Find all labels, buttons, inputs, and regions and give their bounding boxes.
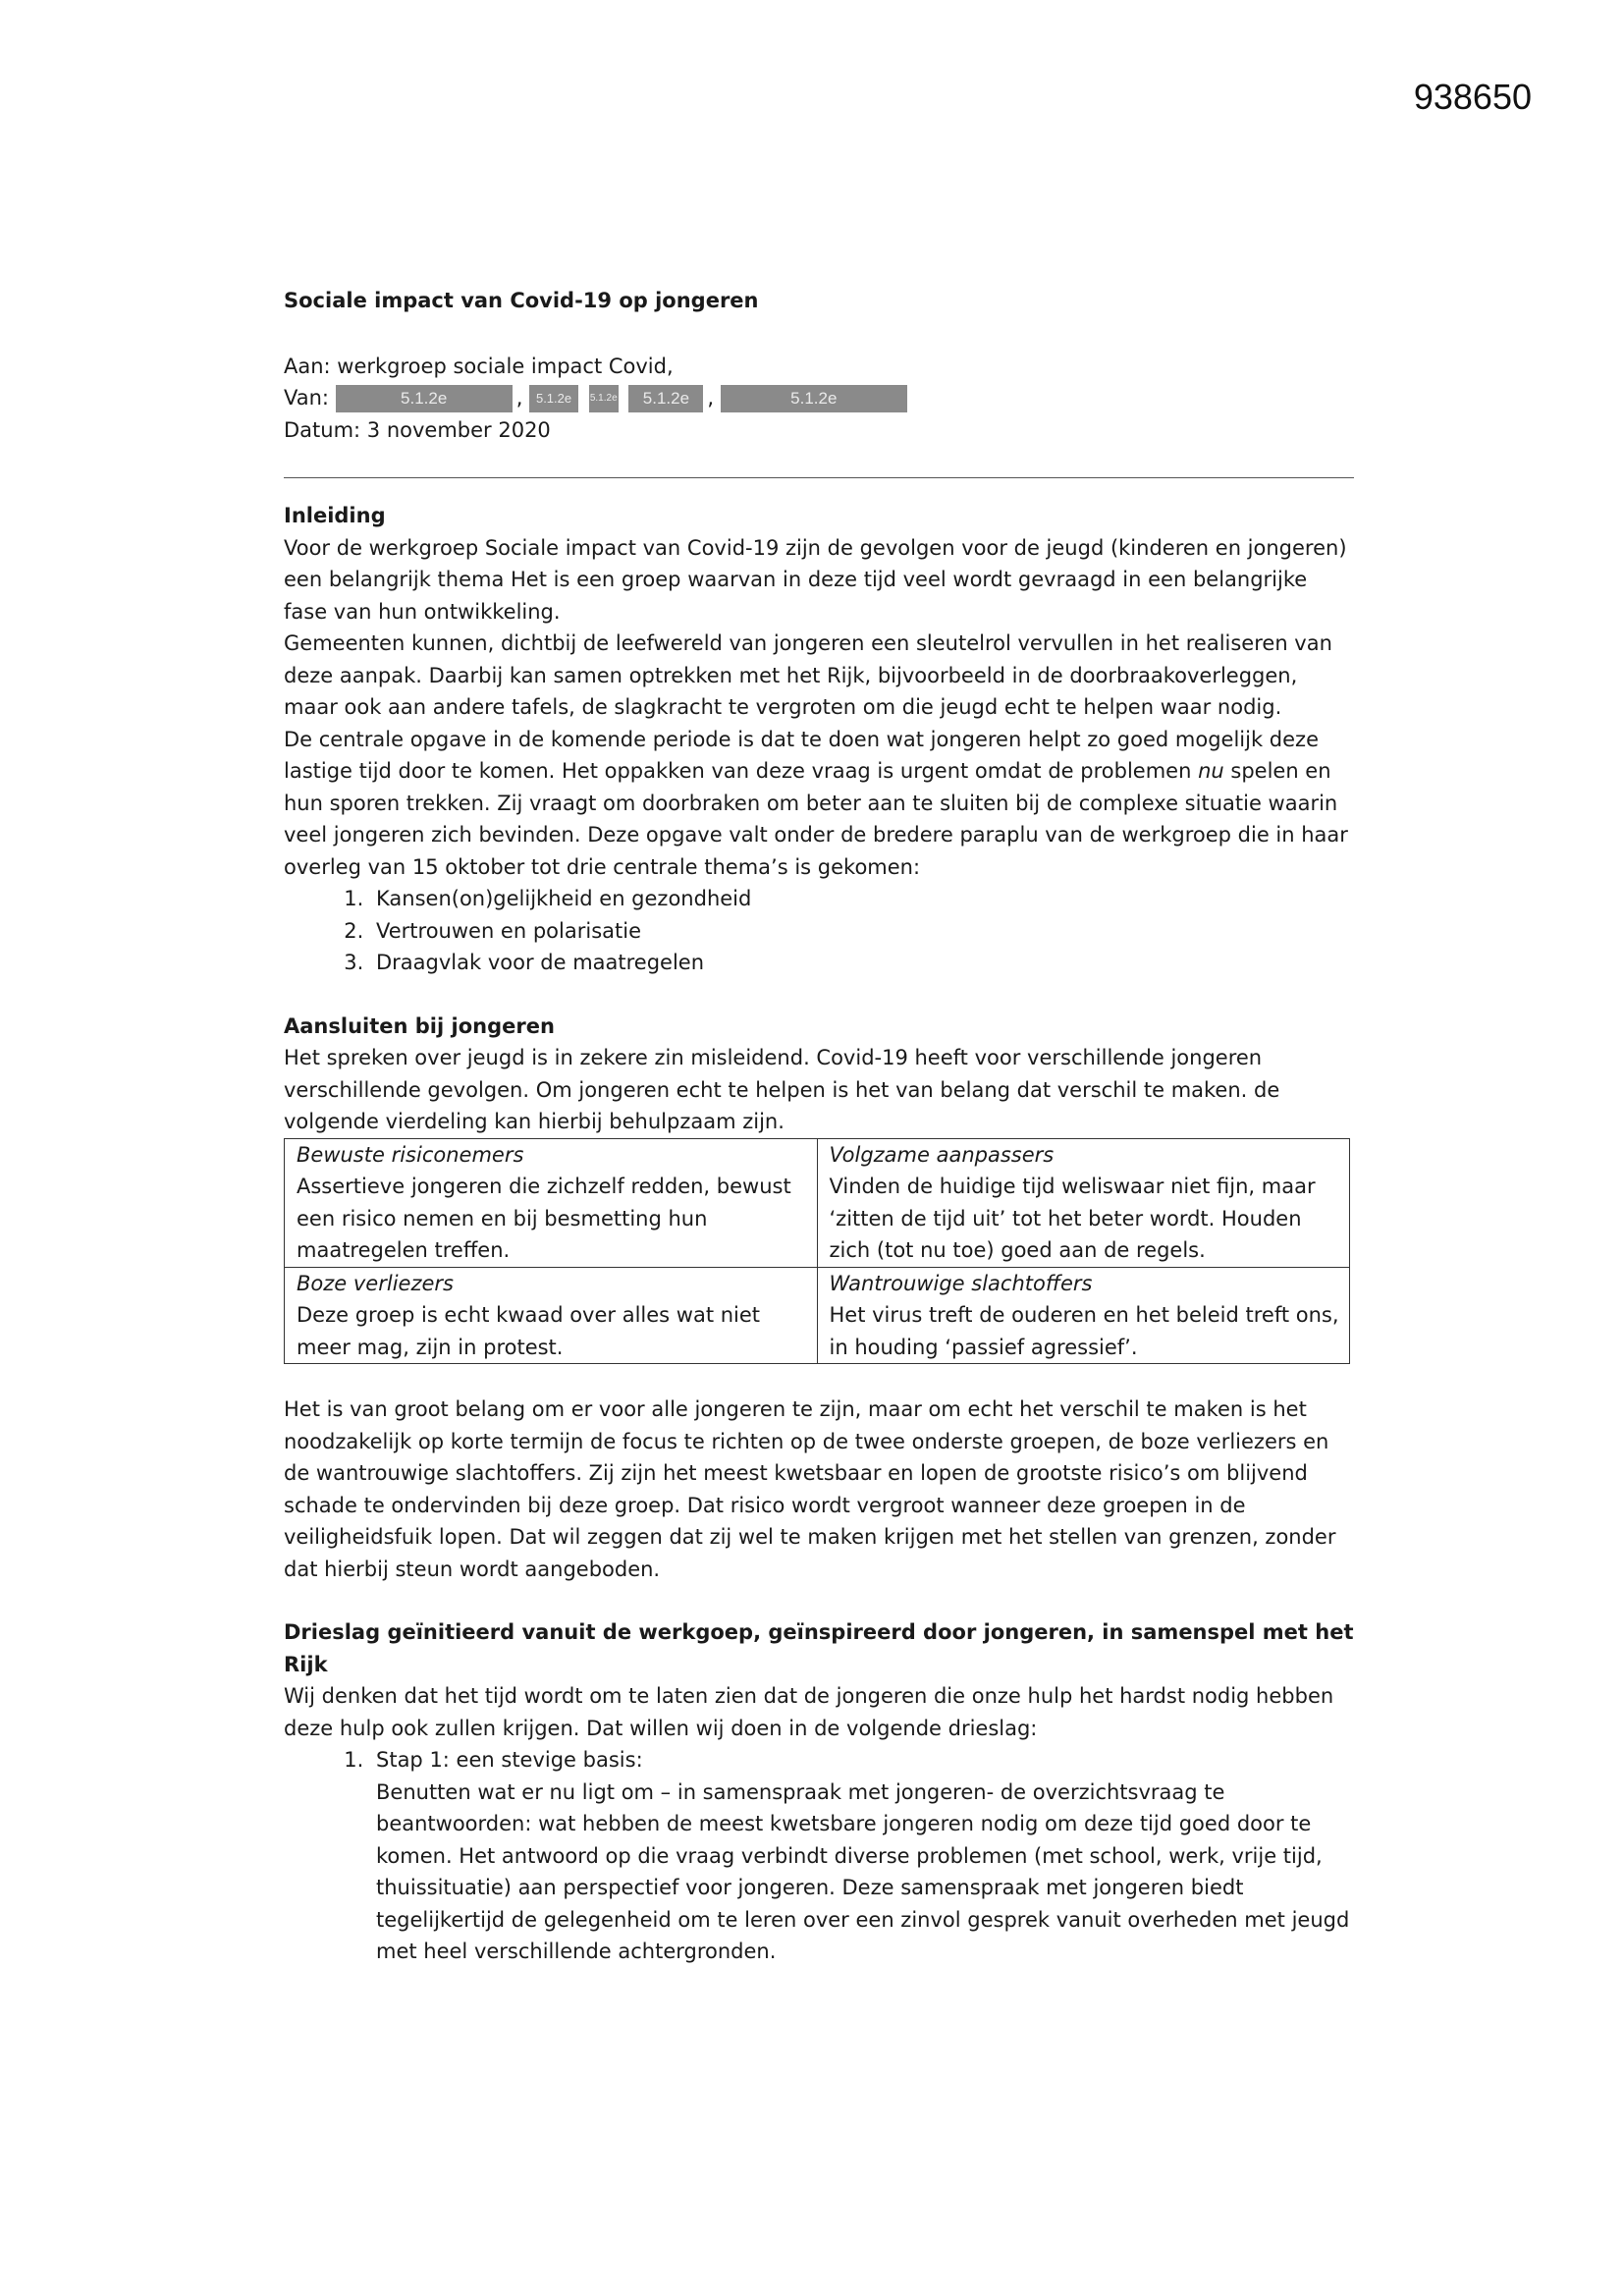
section-drieslag [284,1616,1354,1968]
list-item: 1. Kansen(on)gelijkheid en gezondheid [370,883,1354,915]
section-heading: Inleiding [284,504,386,527]
header-divider [284,446,1354,478]
youth-groups-table [284,1138,1350,1365]
memo-header [284,351,1354,447]
group-name: Boze verliezers [297,1271,454,1295]
sender-line: Van: 5.1.2e , 5.1.2e 5.1.2e 5.1.2e , 5.1.2e [284,382,1354,414]
redaction-box: 5.1.2e [529,385,578,412]
section-heading: Aansluiten bij jongeren [284,1013,555,1038]
group-description: Vinden de huidige tijd weliswaar niet fijn, maar ‘zitten de tijd uit’ tot het beter wordt. Houden zich (tot nu toe) goed aan de regels. [829,1175,1316,1262]
table-cell [817,1138,1350,1267]
table-row [285,1267,1350,1364]
addressee-line: Aan: werkgroep sociale impact Covid, [284,354,674,378]
list-item: 3. Draagvlak voor de maatregelen [370,947,1354,979]
section-heading: Drieslag geïnitieerd vanuit de werkgoep, geïnspireerd door jongeren, in samenspel met het Rijk [284,1620,1354,1676]
date-line: Datum: 3 november 2020 [284,417,551,442]
group-name: Wantrouwige slachtoffers [829,1271,1093,1295]
sender-label: Van: [284,386,329,410]
paragraph: Het is van groot belang om er voor alle jongeren te zijn, maar om echt het verschil te maken is het noodzakelijk op korte termijn de focus te richten op de twee onderste groepen, de boze verliezers en de wantrouwige slachtoffers. Zij zijn het meest kwetsbaar en lopen de grootste risico’s om blijvend schade te ondervinden bij deze groep. Dat risico wordt vergroot wanneer deze groepen in de veiligheidsfuik lopen. Dat wil zeggen dat zij wel te maken krijgen met het stellen van grenzen, zonder dat hierbij steun wordt aangeboden. [284,1397,1336,1581]
group-description: Assertieve jongeren die zichzelf redden, bewust een risico nemen en bij besmetting hun maatregelen treffen. [297,1175,791,1262]
section-aansluiten [284,1011,1354,1586]
redaction-box: 5.1.2e [721,385,907,412]
redaction-box: 5.1.2e [589,385,619,412]
group-name: Volgzame aanpassers [829,1142,1055,1167]
list-item [370,1744,1354,1968]
step-label: 1. Stap 1: een stevige basis: [376,1748,643,1772]
memo-page [284,285,1354,1999]
paragraph-text: De centrale opgave in de komende periode is dat te doen wat jongeren helpt zo goed mogelijk deze lastige tijd door te komen. Het oppakken van deze vraag is urgent omdat de problemen [284,727,1319,783]
memo-title: Sociale impact van Covid-19 op jongeren [284,289,759,312]
group-description: Het virus treft de ouderen en het beleid treft ons, in houding ‘passief agressief’. [829,1303,1339,1359]
document-number: 938650 [1413,77,1532,117]
group-name: Bewuste risiconemers [297,1142,524,1167]
paragraph [284,724,1354,884]
paragraph: Wij denken dat het tijd wordt om te laten zien dat de jongeren die onze hulp het hardst nodig hebben deze hulp ook zullen krijgen. Dat willen wij doen in de volgende drieslag: [284,1684,1334,1740]
paragraph: Het spreken over jeugd is in zekere zin misleidend. Covid-19 heeft voor verschillende jongeren verschillende gevolgen. Om jongeren echt te helpen is het van belang dat verschil te maken. de volgende vierdeling kan hierbij behulpzaam zijn. [284,1046,1280,1133]
themes-list [284,883,1354,979]
group-description: Deze groep is echt kwaad over alles wat niet meer mag, zijn in protest. [297,1303,761,1359]
step-text: Benutten wat er nu ligt om – in samenspraak met jongeren- de overzichtsvraag te beantwoorden: wat hebben de meest kwetsbare jongeren nodig om deze tijd goed door te komen. Het antwoord op die vraag verbindt diverse problemen (met school, werk, vrije tijd, thuissituatie) aan perspectief voor jongeren. Deze samenspraak met jongeren biedt tegelijkertijd de gelegenheid om te leren over een zinvol gesprek vanuit overheden met jeugd met heel verschillende achtergronden. [376,1779,1350,1963]
table-cell [285,1138,818,1267]
paragraph: Gemeenten kunnen, dichtbij de leefwereld van jongeren een sleutelrol vervullen in het realiseren van deze aanpak. Daarbij kan samen optrekken met het Rijk, bijvoorbeeld in de doorbraakoverleggen, maar ook aan andere tafels, de slagkracht te vergroten om die jeugd echt te helpen waar nodig. [284,631,1332,719]
redaction-box: 5.1.2e [336,385,513,412]
table-cell [285,1267,818,1364]
paragraph: Voor de werkgroep Sociale impact van Covid-19 zijn de gevolgen voor de jeugd (kinderen en jongeren) een belangrijk thema Het is een groep waarvan in deze tijd veel wordt gevraagd in een belangrijke fase van hun ontwikkeling. [284,535,1347,624]
emphasis: nu [1198,759,1224,783]
section-inleiding [284,500,1354,979]
table-cell [817,1267,1350,1364]
table-row [285,1138,1350,1267]
list-item: 2. Vertrouwen en polarisatie [370,915,1354,948]
redaction-box: 5.1.2e [628,385,703,412]
paragraph-text: spelen en hun sporen trekken. Zij vraagt om doorbraken om beter aan te sluiten bij de complexe situatie waarin veel jongeren zich bevinden. Deze opgave valt onder de bredere paraplu van de werkgroep die in haar overleg van 15 oktober tot drie centrale thema’s is gekomen: [284,759,1348,879]
steps-list [284,1744,1354,1968]
